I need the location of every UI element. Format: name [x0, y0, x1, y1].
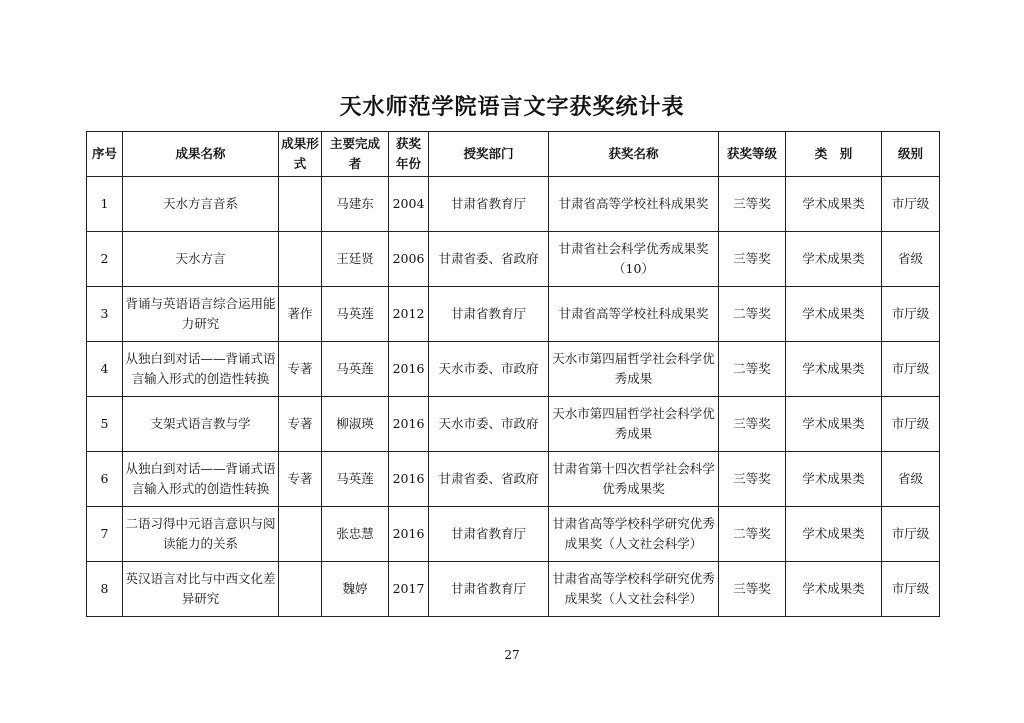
- cell-award: 甘肃省高等学校科学研究优秀成果奖（人文社会科学）: [549, 507, 719, 562]
- cell-award: 甘肃省高等学校科学研究优秀成果奖（人文社会科学）: [549, 562, 719, 617]
- award-table: [86, 131, 940, 617]
- col-header-year: 获奖年份: [389, 132, 429, 177]
- cell-dept: 天水市委、市政府: [429, 342, 549, 397]
- cell-dept: 甘肃省教育厅: [429, 287, 549, 342]
- table-row: [87, 177, 940, 232]
- cell-award: 甘肃省社会科学优秀成果奖（10）: [549, 232, 719, 287]
- col-header-level: 级别: [882, 132, 940, 177]
- cell-year: 2016: [389, 342, 429, 397]
- cell-form: 专著: [279, 452, 322, 507]
- cell-category: 学术成果类: [786, 397, 882, 452]
- cell-award: 天水市第四届哲学社会科学优秀成果: [549, 397, 719, 452]
- cell-grade: 三等奖: [719, 452, 786, 507]
- cell-name: 二语习得中元语言意识与阅读能力的关系: [123, 507, 279, 562]
- col-header-index: 序号: [87, 132, 123, 177]
- table-row: [87, 397, 940, 452]
- cell-form: [279, 507, 322, 562]
- cell-form: 专著: [279, 342, 322, 397]
- cell-index: 4: [87, 342, 123, 397]
- cell-level: 市厅级: [882, 562, 940, 617]
- cell-year: 2016: [389, 397, 429, 452]
- cell-index: 7: [87, 507, 123, 562]
- cell-author: 张忠慧: [322, 507, 389, 562]
- table-row: [87, 342, 940, 397]
- cell-level: 市厅级: [882, 342, 940, 397]
- cell-year: 2012: [389, 287, 429, 342]
- cell-year: 2017: [389, 562, 429, 617]
- table-row: [87, 452, 940, 507]
- cell-category: 学术成果类: [786, 507, 882, 562]
- col-header-award: 获奖名称: [549, 132, 719, 177]
- cell-dept: 甘肃省教育厅: [429, 562, 549, 617]
- cell-level: 市厅级: [882, 287, 940, 342]
- cell-category: 学术成果类: [786, 287, 882, 342]
- cell-form: [279, 232, 322, 287]
- document-title: 天水师范学院语言文字获奖统计表: [339, 94, 685, 120]
- cell-index: 6: [87, 452, 123, 507]
- col-header-category: 类 别: [786, 132, 882, 177]
- cell-award: 天水市第四届哲学社会科学优秀成果: [549, 342, 719, 397]
- cell-author: 马英莲: [322, 452, 389, 507]
- col-header-author: 主要完成者: [322, 132, 389, 177]
- cell-level: 市厅级: [882, 397, 940, 452]
- cell-name: 英汉语言对比与中西文化差异研究: [123, 562, 279, 617]
- cell-form: 专著: [279, 397, 322, 452]
- cell-name: 从独白到对话——背诵式语言输入形式的创造性转换: [123, 342, 279, 397]
- cell-index: 2: [87, 232, 123, 287]
- col-header-form: 成果形式: [279, 132, 322, 177]
- cell-dept: 甘肃省委、省政府: [429, 452, 549, 507]
- cell-author: 马英莲: [322, 342, 389, 397]
- cell-index: 8: [87, 562, 123, 617]
- cell-author: 魏婷: [322, 562, 389, 617]
- cell-name: 背诵与英语语言综合运用能力研究: [123, 287, 279, 342]
- cell-grade: 二等奖: [719, 507, 786, 562]
- cell-author: 王廷贤: [322, 232, 389, 287]
- table-header-row: [87, 132, 940, 177]
- cell-dept: 甘肃省委、省政府: [429, 232, 549, 287]
- cell-award: 甘肃省高等学校社科成果奖: [549, 177, 719, 232]
- cell-grade: 三等奖: [719, 177, 786, 232]
- cell-grade: 三等奖: [719, 397, 786, 452]
- cell-index: 1: [87, 177, 123, 232]
- cell-name: 从独白到对话——背诵式语言输入形式的创造性转换: [123, 452, 279, 507]
- table-row: [87, 507, 940, 562]
- cell-award: 甘肃省第十四次哲学社会科学优秀成果奖: [549, 452, 719, 507]
- cell-form: [279, 177, 322, 232]
- cell-category: 学术成果类: [786, 452, 882, 507]
- page-number: 27: [504, 648, 520, 662]
- table-row: [87, 287, 940, 342]
- cell-level: 省级: [882, 232, 940, 287]
- cell-grade: 三等奖: [719, 562, 786, 617]
- cell-author: 马建东: [322, 177, 389, 232]
- cell-category: 学术成果类: [786, 342, 882, 397]
- table-row: [87, 562, 940, 617]
- table-row: [87, 232, 940, 287]
- col-header-grade: 获奖等级: [719, 132, 786, 177]
- cell-dept: 甘肃省教育厅: [429, 507, 549, 562]
- cell-level: 市厅级: [882, 507, 940, 562]
- cell-author: 马英莲: [322, 287, 389, 342]
- cell-level: 市厅级: [882, 177, 940, 232]
- cell-level: 省级: [882, 452, 940, 507]
- cell-year: 2016: [389, 507, 429, 562]
- cell-form: 著作: [279, 287, 322, 342]
- cell-category: 学术成果类: [786, 177, 882, 232]
- cell-index: 5: [87, 397, 123, 452]
- cell-category: 学术成果类: [786, 232, 882, 287]
- cell-grade: 二等奖: [719, 287, 786, 342]
- cell-name: 支架式语言教与学: [123, 397, 279, 452]
- cell-grade: 三等奖: [719, 232, 786, 287]
- cell-dept: 天水市委、市政府: [429, 397, 549, 452]
- cell-dept: 甘肃省教育厅: [429, 177, 549, 232]
- cell-year: 2016: [389, 452, 429, 507]
- col-header-dept: 授奖部门: [429, 132, 549, 177]
- cell-award: 甘肃省高等学校社科成果奖: [549, 287, 719, 342]
- cell-name: 天水方言: [123, 232, 279, 287]
- cell-category: 学术成果类: [786, 562, 882, 617]
- cell-grade: 二等奖: [719, 342, 786, 397]
- col-header-name: 成果名称: [123, 132, 279, 177]
- cell-name: 天水方言音系: [123, 177, 279, 232]
- cell-year: 2006: [389, 232, 429, 287]
- cell-index: 3: [87, 287, 123, 342]
- cell-year: 2004: [389, 177, 429, 232]
- cell-form: [279, 562, 322, 617]
- cell-author: 柳淑瑛: [322, 397, 389, 452]
